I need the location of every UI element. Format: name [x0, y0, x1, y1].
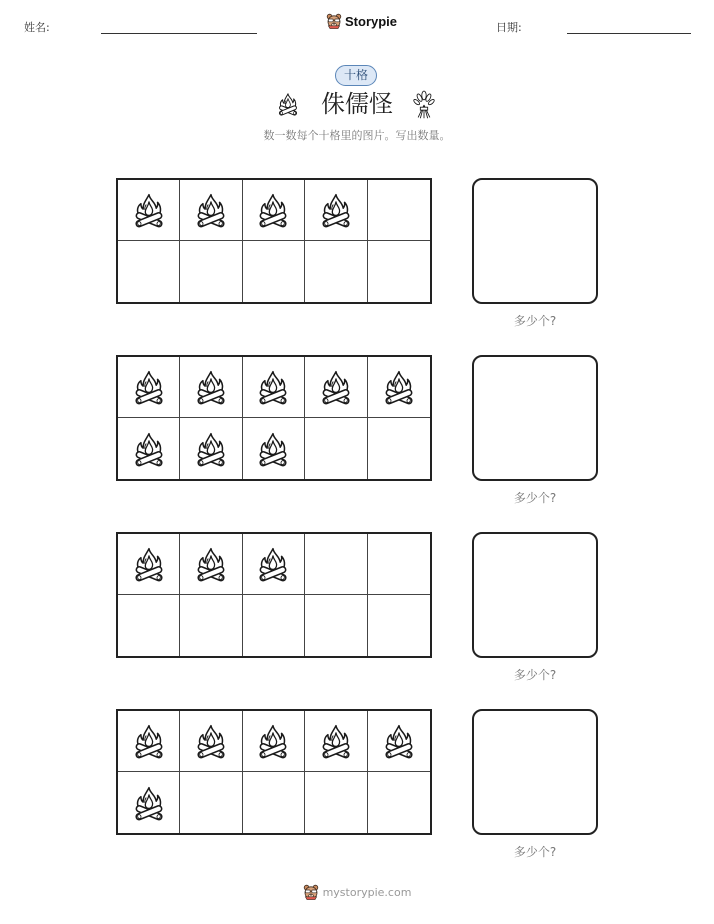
brand-name: Storypie	[345, 13, 398, 29]
name-line[interactable]	[101, 33, 257, 34]
ten-frame-cell	[368, 772, 430, 833]
campfire-icon	[318, 367, 354, 407]
how-many-label: 多少个?	[513, 668, 557, 682]
ten-frame-cell	[305, 711, 367, 772]
campfire-icon	[193, 429, 229, 469]
ten-frame-cell	[305, 180, 367, 241]
campfire-icon	[131, 367, 167, 407]
ten-frame	[116, 532, 432, 658]
ten-frame-cell	[118, 418, 180, 479]
ten-frame-cell	[368, 711, 430, 772]
ten-frame-cell	[118, 534, 180, 595]
campfire-icon	[381, 367, 417, 407]
wheat-sheaf-icon	[413, 90, 435, 120]
ten-frame-cell	[243, 241, 305, 302]
ten-frame-cell	[305, 595, 367, 656]
campfire-icon	[255, 544, 291, 584]
campfire-icon	[131, 429, 167, 469]
date-label: 日期:	[496, 21, 522, 34]
how-many-label: 多少个?	[513, 314, 557, 328]
ten-frame-cell	[180, 241, 242, 302]
bear-mascot-icon	[303, 884, 319, 900]
how-many-label: 多少个?	[513, 845, 557, 859]
ten-frame-cell	[180, 711, 242, 772]
brand-logo	[326, 13, 397, 29]
answer-box[interactable]	[472, 178, 598, 304]
ten-frame-cell	[368, 534, 430, 595]
footer-url: mystorypie.com	[322, 885, 412, 899]
ten-frame-cell	[243, 772, 305, 833]
campfire-icon	[131, 721, 167, 761]
campfire-icon	[131, 544, 167, 584]
campfire-icon	[131, 783, 167, 823]
ten-frame-cell	[305, 418, 367, 479]
campfire-icon	[255, 190, 291, 230]
campfire-icon	[318, 190, 354, 230]
ten-frame-cell	[118, 241, 180, 302]
instructions: 数一数每个十格里的图片。写出数量。	[263, 129, 451, 142]
campfire-icon	[255, 721, 291, 761]
answer-box[interactable]	[472, 355, 598, 481]
ten-frame-cell	[180, 595, 242, 656]
ten-frame-cell	[368, 241, 430, 302]
campfire-icon	[131, 190, 167, 230]
campfire-icon	[193, 721, 229, 761]
footer	[0, 884, 714, 900]
ten-frame-cell	[243, 418, 305, 479]
ten-frame-cell	[368, 418, 430, 479]
ten-frame-cell	[305, 357, 367, 418]
ten-frame-cell	[305, 772, 367, 833]
ten-frame-cell	[243, 534, 305, 595]
bear-mascot-icon	[326, 13, 342, 29]
ten-frame-cell	[243, 711, 305, 772]
campfire-icon	[193, 190, 229, 230]
ten-frame-cell	[118, 772, 180, 833]
ten-frame-cell	[243, 180, 305, 241]
ten-frame-cell	[180, 357, 242, 418]
ten-frame-cell	[118, 180, 180, 241]
campfire-icon	[255, 367, 291, 407]
date-line[interactable]	[567, 33, 691, 34]
answer-box[interactable]	[472, 709, 598, 835]
campfire-icon	[255, 429, 291, 469]
name-label: 姓名:	[24, 21, 50, 34]
campfire-icon	[318, 721, 354, 761]
page-title: 侏儒怪	[321, 90, 393, 118]
how-many-label: 多少个?	[513, 491, 557, 505]
ten-frame-cell	[243, 357, 305, 418]
ten-frame-cell	[368, 357, 430, 418]
campfire-icon	[193, 367, 229, 407]
ten-frame-cell	[118, 711, 180, 772]
answer-box[interactable]	[472, 532, 598, 658]
ten-frame-cell	[305, 534, 367, 595]
ten-frame-cell	[305, 241, 367, 302]
ten-frame-cell	[368, 180, 430, 241]
category-pill: 十格	[335, 65, 377, 86]
ten-frame-cell	[243, 595, 305, 656]
campfire-icon	[193, 544, 229, 584]
ten-frame-cell	[180, 180, 242, 241]
ten-frame-cell	[118, 357, 180, 418]
title-row	[0, 88, 714, 124]
ten-frame	[116, 355, 432, 481]
ten-frame-cell	[118, 595, 180, 656]
ten-frame-cell	[180, 418, 242, 479]
ten-frame-cell	[180, 534, 242, 595]
ten-frame-cell	[180, 772, 242, 833]
ten-frame	[116, 178, 432, 304]
ten-frame-cell	[368, 595, 430, 656]
campfire-icon	[381, 721, 417, 761]
ten-frame	[116, 709, 432, 835]
